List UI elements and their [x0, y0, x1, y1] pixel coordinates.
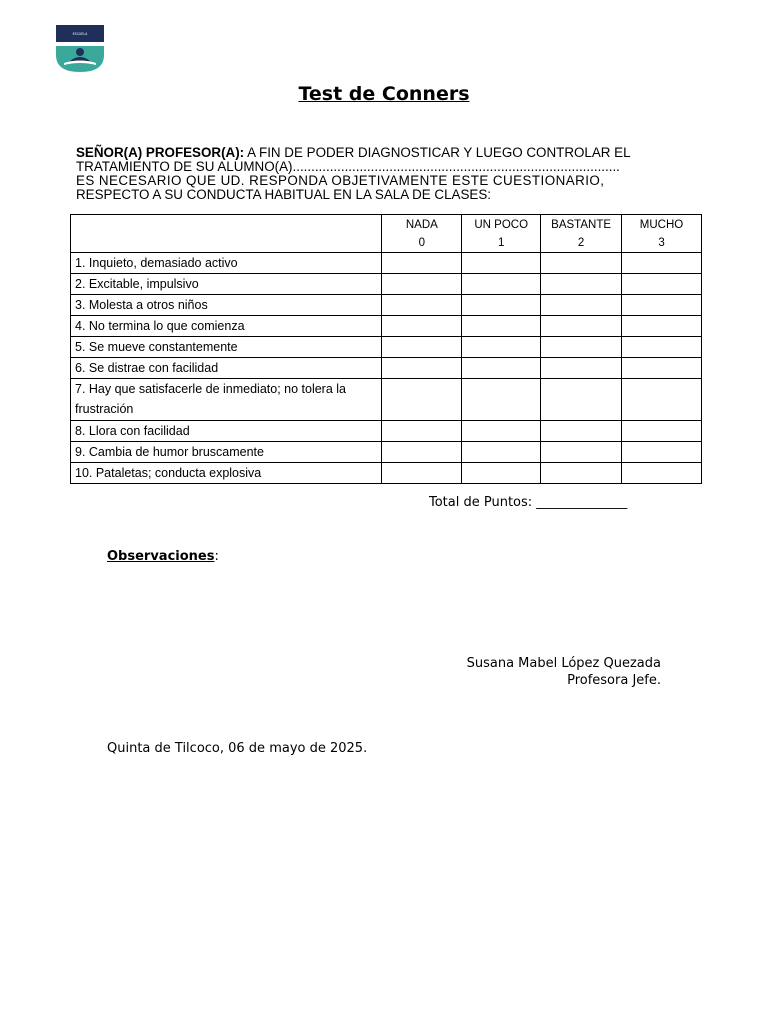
table-row — [71, 358, 702, 379]
score-cell[interactable] — [541, 274, 622, 295]
item-label: 9. Cambia de humor bruscamente — [71, 442, 382, 463]
school-logo — [56, 25, 104, 72]
logo-text: ESCUELA — [72, 32, 88, 36]
item-label: 7. Hay que satisfacerle de inmediato; no tolera la frustración — [71, 379, 382, 421]
score-cell[interactable] — [382, 253, 462, 274]
score-cell[interactable] — [382, 274, 462, 295]
score-cell[interactable] — [462, 358, 541, 379]
score-cell[interactable] — [541, 295, 622, 316]
table-row — [71, 337, 702, 358]
score-cell[interactable] — [462, 316, 541, 337]
score-cell[interactable] — [462, 295, 541, 316]
score-cell[interactable] — [622, 253, 702, 274]
score-cell[interactable] — [382, 421, 462, 442]
signature-role: Profesora Jefe. — [567, 673, 661, 688]
score-cell[interactable] — [382, 316, 462, 337]
score-cell[interactable] — [622, 274, 702, 295]
score-cell[interactable] — [382, 337, 462, 358]
place-date: Quinta de Tilcoco, 06 de mayo de 2025. — [107, 741, 368, 756]
page-title: Test de Conners — [298, 83, 470, 105]
score-cell[interactable] — [462, 337, 541, 358]
header-row — [71, 215, 702, 253]
score-cell[interactable] — [622, 295, 702, 316]
item-label: 6. Se distrae con facilidad — [71, 358, 382, 379]
score-cell[interactable] — [462, 379, 541, 421]
addressee-label: SEÑOR(A) PROFESOR(A): — [76, 145, 245, 160]
table-row — [71, 295, 702, 316]
score-cell[interactable] — [462, 442, 541, 463]
score-cell[interactable] — [382, 379, 462, 421]
table-row — [71, 253, 702, 274]
score-cell[interactable] — [622, 421, 702, 442]
item-label: 1. Inquieto, demasiado activo — [71, 253, 382, 274]
header-bastante: BASTANTE 2 — [541, 215, 622, 253]
score-cell[interactable] — [462, 274, 541, 295]
score-cell[interactable] — [462, 253, 541, 274]
header-un-poco: UN POCO 1 — [462, 215, 541, 253]
score-cell[interactable] — [541, 358, 622, 379]
observations-colon: : — [214, 549, 219, 564]
total-points: Total de Puntos: ______________ — [429, 495, 628, 510]
item-label: 3. Molesta a otros niños — [71, 295, 382, 316]
score-cell[interactable] — [541, 442, 622, 463]
signature-block — [467, 655, 661, 689]
observations — [107, 549, 219, 564]
header-nada: NADA 0 — [382, 215, 462, 253]
conners-table — [70, 214, 702, 484]
item-label: 2. Excitable, impulsivo — [71, 274, 382, 295]
table-row — [71, 463, 702, 484]
header-item-cell — [71, 215, 382, 253]
score-cell[interactable] — [541, 421, 622, 442]
header-mucho: MUCHO 3 — [622, 215, 702, 253]
table-row — [71, 274, 702, 295]
score-cell[interactable] — [462, 421, 541, 442]
score-cell[interactable] — [382, 463, 462, 484]
score-cell[interactable] — [541, 316, 622, 337]
score-cell[interactable] — [382, 442, 462, 463]
instructions-line-2: TRATAMIENTO DE SU ALUMNO(A)........................................................................................ — [76, 159, 620, 174]
item-label: 5. Se mueve constantemente — [71, 337, 382, 358]
score-cell[interactable] — [622, 463, 702, 484]
score-cell[interactable] — [541, 253, 622, 274]
signature-name: Susana Mabel López Quezada — [466, 656, 661, 671]
item-label: 10. Pataletas; conducta explosiva — [71, 463, 382, 484]
score-cell[interactable] — [382, 358, 462, 379]
instructions — [76, 146, 682, 202]
table-row — [71, 316, 702, 337]
instructions-line-3: ES NECESARIO QUE UD. RESPONDA OBJETIVAMENTE ESTE CUESTIONARIO, — [76, 173, 605, 188]
score-cell[interactable] — [622, 442, 702, 463]
score-cell[interactable] — [541, 463, 622, 484]
score-cell[interactable] — [622, 379, 702, 421]
score-cell[interactable] — [541, 379, 622, 421]
table-row — [71, 379, 702, 421]
item-label: 8. Llora con facilidad — [71, 421, 382, 442]
score-cell[interactable] — [462, 463, 541, 484]
table-row — [71, 421, 702, 442]
table-row — [71, 442, 702, 463]
item-label: 4. No termina lo que comienza — [71, 316, 382, 337]
score-cell[interactable] — [382, 295, 462, 316]
score-cell[interactable] — [622, 316, 702, 337]
score-cell[interactable] — [622, 358, 702, 379]
instructions-line-1 — [76, 146, 682, 160]
score-cell[interactable] — [622, 337, 702, 358]
observations-label: Observaciones — [107, 549, 215, 564]
score-cell[interactable] — [541, 337, 622, 358]
instructions-line-4: RESPECTO A SU CONDUCTA HABITUAL EN LA SALA DE CLASES: — [76, 187, 491, 202]
instructions-line-1-text: A FIN DE PODER DIAGNOSTICAR Y LUEGO CONTROLAR EL — [244, 145, 631, 160]
